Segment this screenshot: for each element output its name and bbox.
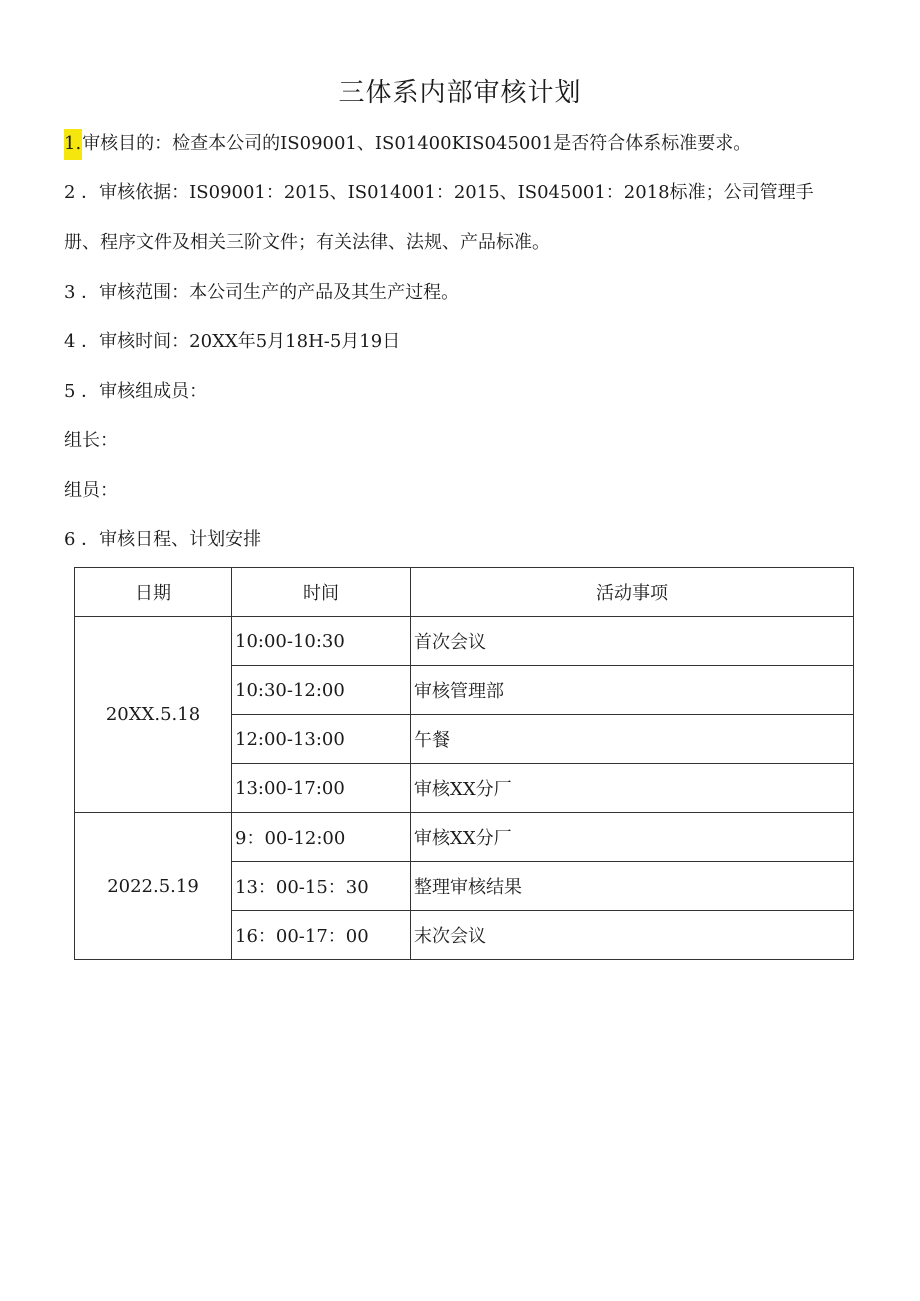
section-4: 4 ．审核时间：20XX年5月18H-5月19日 [64,331,401,352]
document-title: 三体系内部审核计划 [338,78,582,108]
activity-cell: 审核XX分厂 [411,764,854,813]
section-5: 5 ．审核组成员： [64,381,208,402]
team-leader-label: 组长： [64,430,118,451]
time-cell: 10:00-10:30 [232,617,411,666]
table-header-row [75,568,854,617]
time-cell: 9：00-12:00 [232,813,411,862]
time-cell: 10:30-12:00 [232,666,411,715]
activity-cell: 审核XX分厂 [411,813,854,862]
header-date: 日期 [75,568,232,617]
header-time: 时间 [232,568,411,617]
section-1 [64,132,751,156]
activity-cell: 午餐 [411,715,854,764]
section-2-line-1: 2 ．审核依据：IS09001：2015、IS014001：2015、IS045001：2018标准；公司管理手 [64,182,814,203]
time-cell: 13：00-15：30 [232,862,411,911]
date-cell: 20XX.5.18 [75,617,232,813]
section-1-text: 审核目的：检查本公司的IS09001、IS01400KIS045001是否符合体系标准要求。 [82,133,752,154]
date-cell: 2022.5.19 [75,813,232,960]
schedule-table [74,567,854,960]
table-row [75,617,854,666]
team-members-label: 组员： [64,480,118,501]
activity-cell: 整理审核结果 [411,862,854,911]
time-cell: 12:00-13:00 [232,715,411,764]
header-activity: 活动事项 [411,568,854,617]
time-cell: 16：00-17：00 [232,911,411,960]
section-2-line-2: 册、程序文件及相关三阶文件；有关法律、法规、产品标准。 [64,232,550,253]
section-3: 3 ．审核范围：本公司生产的产品及其生产过程。 [64,282,460,303]
activity-cell: 末次会议 [411,911,854,960]
activity-cell: 审核管理部 [411,666,854,715]
time-cell: 13:00-17:00 [232,764,411,813]
section-1-number: 1. [64,129,82,160]
table-row [75,813,854,862]
activity-cell: 首次会议 [411,617,854,666]
section-6: 6 ．审核日程、计划安排 [64,529,262,550]
